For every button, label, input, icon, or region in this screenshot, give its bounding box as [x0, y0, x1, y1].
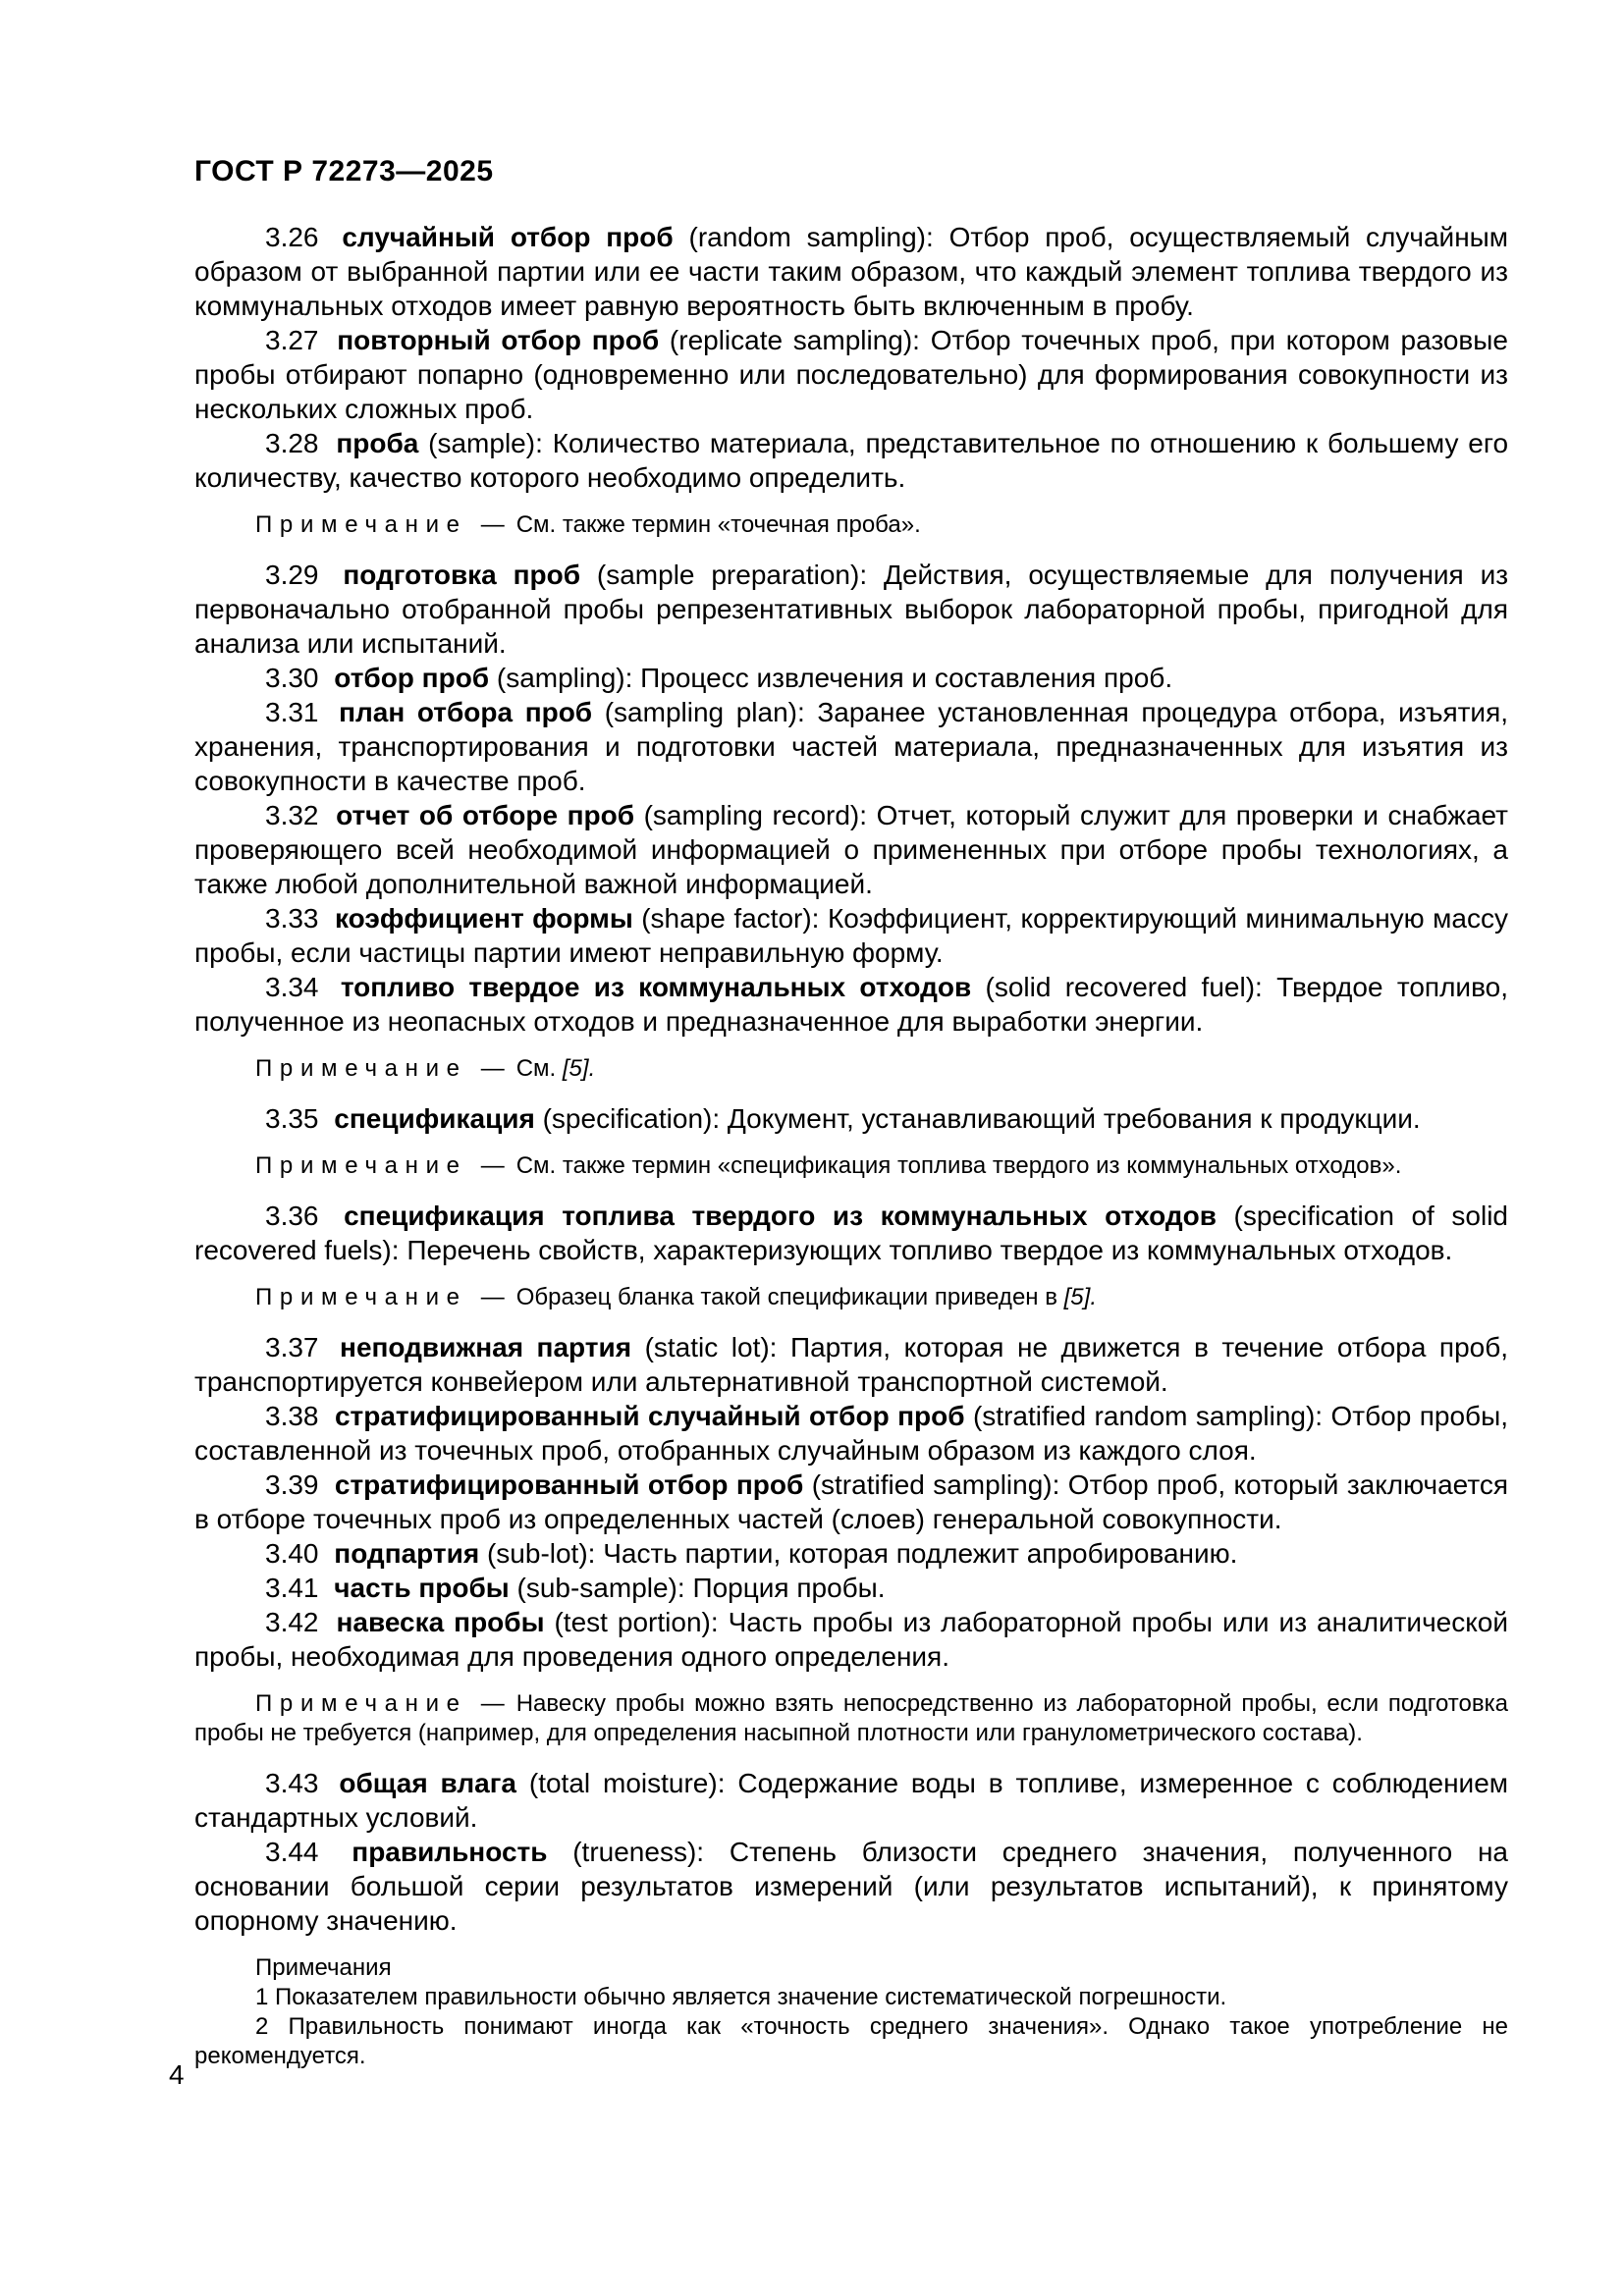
- term-number: 3.28: [265, 428, 319, 458]
- term-name: повторный отбор проб: [337, 325, 660, 355]
- term-definition: Перечень свойств, характеризующих топливо твердое из коммунальных отходов.: [406, 1235, 1453, 1265]
- term-definition: Отбор проб, который заключается в отборе точечных проб из определенных частей (слоев) генеральной совокупности.: [194, 1469, 1508, 1534]
- term-number: 3.40: [265, 1538, 319, 1569]
- notes-group-label: Примечания: [255, 1954, 392, 1981]
- note-label: Примечание: [255, 1055, 467, 1082]
- term-paragraph-3.32: [194, 798, 1508, 901]
- note-paragraph: [194, 1151, 1508, 1181]
- term-number: 3.32: [265, 800, 319, 830]
- note-label: Примечание: [255, 511, 467, 538]
- term-paragraph-3.29: [194, 558, 1508, 661]
- term-name: топливо твердое из коммунальных отходов: [340, 972, 972, 1002]
- term-paragraph-3.41: [194, 1571, 1508, 1605]
- note-paragraph: [194, 510, 1508, 540]
- term-definition: Партия, которая не движется в течение отбора проб, транспортируется конвейером или альтернативной транспортной системой.: [194, 1332, 1509, 1397]
- term-number: 3.43: [265, 1768, 319, 1798]
- term-paragraph-3.27: [194, 323, 1508, 426]
- term-name: проба: [336, 428, 419, 458]
- term-english-equivalent: (sample):: [428, 428, 543, 458]
- term-number: 3.26: [265, 222, 319, 252]
- term-number: 3.34: [265, 972, 319, 1002]
- term-paragraph-3.42: [194, 1605, 1508, 1674]
- note-text: Образец бланка такой спецификации приведен в: [515, 1284, 1057, 1310]
- term-english-equivalent: (static lot):: [644, 1332, 778, 1362]
- note-text: Навеску пробы можно взять непосредственно из лабораторной пробы, если подготовка пробы не требуется (например, для определения насыпной плотности или гранулометрического состава).: [194, 1690, 1508, 1746]
- term-english-equivalent: (sub-lot):: [486, 1538, 596, 1569]
- term-name: подготовка проб: [343, 560, 581, 590]
- term-name: часть пробы: [334, 1573, 510, 1603]
- note-text: См. также термин «точечная проба».: [515, 511, 921, 538]
- term-english-equivalent: (stratified sampling):: [811, 1469, 1060, 1500]
- term-definition: Количество материала, представительное по отношению к большему его количеству, качество которого необходимо определить.: [194, 428, 1509, 493]
- term-definition: Заранее установленная процедура отбора, изъятия, хранения, транспортирования и подготовки частей материала, предназначенных для изъятия из совокупности в качестве проб.: [194, 697, 1509, 796]
- term-english-equivalent: (stratified random sampling):: [972, 1401, 1324, 1431]
- term-name: стратифицированный случайный отбор проб: [334, 1401, 965, 1431]
- term-definition: Твердое топливо, полученное из неопасных отходов и предназначенное для выработки энергии.: [194, 972, 1508, 1037]
- term-name: общая влага: [339, 1768, 516, 1798]
- note-text: См. также термин «спецификация топлива твердого из коммунальных отходов».: [515, 1152, 1402, 1179]
- term-definition: Документ, устанавливающий требования к продукции.: [727, 1103, 1421, 1134]
- term-paragraph-3.43: [194, 1766, 1508, 1835]
- term-definition: Отбор точечных проб, при котором разовые пробы отбирают попарно (одновременно или последовательно) для формирования совокупности из нескольких сложных проб.: [194, 325, 1508, 424]
- note-label: Примечание: [255, 1152, 467, 1179]
- term-number: 3.35: [265, 1103, 319, 1134]
- term-definition: Коэффициент, корректирующий минимальную массу пробы, если частицы партии имеют неправильную форму.: [194, 903, 1508, 968]
- term-number: 3.30: [265, 663, 319, 693]
- term-name: отбор проб: [334, 663, 490, 693]
- term-paragraph-3.35: [194, 1101, 1508, 1136]
- note-reference: [5].: [1063, 1284, 1097, 1310]
- term-name: подпартия: [334, 1538, 480, 1569]
- note-paragraph: [194, 1689, 1508, 1748]
- term-english-equivalent: (specification of solid recovered fuels):: [194, 1201, 1508, 1265]
- term-number: 3.42: [265, 1607, 319, 1637]
- term-english-equivalent: (sampling plan):: [604, 697, 805, 727]
- term-paragraph-3.37: [194, 1330, 1508, 1399]
- term-paragraph-3.40: [194, 1536, 1508, 1571]
- standard-designation: ГОСТ Р 72273—2025: [194, 155, 494, 187]
- notes-group: [194, 1953, 1508, 2071]
- term-english-equivalent: (shape factor):: [641, 903, 820, 934]
- term-name: спецификация топлива твердого из коммунальных отходов: [344, 1201, 1217, 1231]
- page-number: 4: [169, 2059, 185, 2090]
- em-dash: —: [480, 1284, 505, 1310]
- term-name: навеска пробы: [336, 1607, 545, 1637]
- term-name: спецификация: [334, 1103, 535, 1134]
- note-reference: [5].: [562, 1055, 596, 1082]
- term-english-equivalent: (test portion):: [554, 1607, 719, 1637]
- term-name: случайный отбор проб: [342, 222, 674, 252]
- note-item: 1 Показателем правильности обычно является значение систематической погрешности.: [255, 1984, 1227, 2010]
- term-name: коэффициент формы: [334, 903, 633, 934]
- term-definition: Часть партии, которая подлежит апробированию.: [603, 1538, 1238, 1569]
- term-number: 3.36: [265, 1201, 319, 1231]
- term-english-equivalent: (total moisture):: [528, 1768, 726, 1798]
- term-name: правильность: [352, 1837, 548, 1867]
- term-name: стратифицированный отбор проб: [334, 1469, 804, 1500]
- document-body: [194, 220, 1508, 2089]
- term-definition: Часть пробы из лабораторной пробы или из аналитической пробы, необходимая для проведения одного определения.: [194, 1607, 1509, 1672]
- term-english-equivalent: (sampling record):: [643, 800, 868, 830]
- term-english-equivalent: (sample preparation):: [596, 560, 868, 590]
- term-name: отчет об отборе проб: [336, 800, 635, 830]
- em-dash: —: [480, 1152, 505, 1179]
- term-english-equivalent: (sampling):: [496, 663, 633, 693]
- note-item: 2 Правильность понимают иногда как «точность среднего значения». Однако такое употребление не рекомендуется.: [194, 2013, 1508, 2069]
- term-english-equivalent: (replicate sampling):: [669, 325, 920, 355]
- term-number: 3.37: [265, 1332, 319, 1362]
- term-definition: Отбор пробы, составленной из точечных проб, отобранных случайным образом из каждого слоя.: [194, 1401, 1508, 1466]
- note-label: Примечание: [255, 1690, 467, 1717]
- term-definition: Порция пробы.: [692, 1573, 886, 1603]
- term-paragraph-3.33: [194, 901, 1508, 970]
- term-name: план отбора проб: [339, 697, 593, 727]
- term-number: 3.39: [265, 1469, 319, 1500]
- term-english-equivalent: (random sampling):: [688, 222, 934, 252]
- term-number: 3.38: [265, 1401, 319, 1431]
- term-paragraph-3.26: [194, 220, 1508, 323]
- term-definition: Отбор проб, осуществляемый случайным образом от выбранной партии или ее части таким образом, что каждый элемент топлива твердого из коммунальных отходов имеет равную вероятность быть включенным в пробу.: [194, 222, 1509, 321]
- term-number: 3.44: [265, 1837, 319, 1867]
- term-paragraph-3.39: [194, 1468, 1508, 1536]
- em-dash: —: [480, 1055, 505, 1082]
- term-number: 3.29: [265, 560, 319, 590]
- em-dash: —: [480, 1690, 505, 1717]
- term-definition: Содержание воды в топливе, измеренное с соблюдением стандартных условий.: [194, 1768, 1509, 1833]
- term-paragraph-3.31: [194, 695, 1508, 798]
- note-paragraph: [194, 1054, 1508, 1084]
- term-paragraph-3.38: [194, 1399, 1508, 1468]
- term-number: 3.33: [265, 903, 319, 934]
- term-number: 3.41: [265, 1573, 319, 1603]
- note-label: Примечание: [255, 1284, 467, 1310]
- note-text: См.: [515, 1055, 557, 1082]
- term-paragraph-3.30: [194, 661, 1508, 695]
- term-definition: Действия, осуществляемые для получения из первоначально отобранной пробы репрезентативных выборок лабораторной пробы, пригодной для анализа или испытаний.: [194, 560, 1509, 659]
- term-name: неподвижная партия: [340, 1332, 632, 1362]
- term-definition: Степень близости среднего значения, полученного на основании большой серии результатов измерений (или результатов испытаний), к принятому опорному значению.: [194, 1837, 1508, 1936]
- note-paragraph: [194, 1283, 1508, 1312]
- term-paragraph-3.44: [194, 1835, 1508, 1938]
- term-definition: Отчет, который служит для проверки и снабжает проверяющего всей необходимой информацией о примененных при отборе пробы технологиях, а также любой дополнительной важной информацией.: [194, 800, 1508, 899]
- term-english-equivalent: (trueness):: [572, 1837, 705, 1867]
- term-paragraph-3.36: [194, 1199, 1508, 1267]
- term-english-equivalent: (specification):: [542, 1103, 721, 1134]
- em-dash: —: [480, 511, 505, 538]
- term-paragraph-3.28: [194, 426, 1508, 495]
- term-english-equivalent: (solid recovered fuel):: [985, 972, 1263, 1002]
- term-paragraph-3.34: [194, 970, 1508, 1039]
- term-definition: Процесс извлечения и составления проб.: [640, 663, 1173, 693]
- term-english-equivalent: (sub-sample):: [516, 1573, 685, 1603]
- term-number: 3.31: [265, 697, 319, 727]
- term-number: 3.27: [265, 325, 319, 355]
